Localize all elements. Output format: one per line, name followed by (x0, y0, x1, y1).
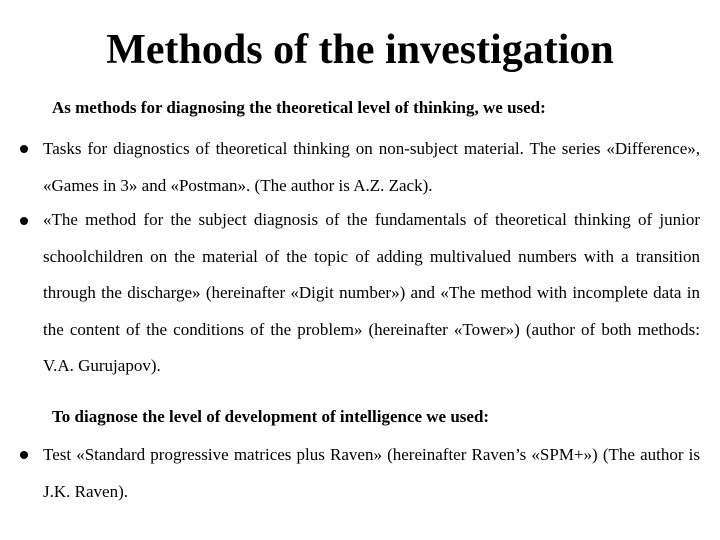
bullet-icon (20, 145, 28, 153)
bullet-icon (20, 217, 28, 225)
list-item-raven-test: Test «Standard progressive matrices plus Raven» (hereinafter Raven’s «SPM+») (The author is J.K. Raven). (43, 445, 700, 501)
intro-intelligence-methods: To diagnose the level of development of intelligence we used: (52, 407, 490, 426)
page-title: Methods of the investigation (106, 27, 614, 73)
list-item-tasks-diagnostics: Tasks for diagnostics of theoretical thinking on non-subject material. The series «Difference», «Games in 3» and «Postman». (The author is A.Z. Zack). (43, 139, 700, 195)
list-item-subject-diagnosis-method: «The method for the subject diagnosis of the fundamentals of theoretical thinking of junior schoolchildren on the material of the topic of adding multivalued numbers with a transition through the discharge» (hereinafter «Digit number») and «The method with incomplete data in the content of the conditions of the problem» (hereinafter «Tower») (author of both methods: V.A. Gurujapov). (43, 210, 700, 375)
bullet-icon (20, 451, 28, 459)
intro-thinking-methods: As methods for diagnosing the theoretical level of thinking, we used: (52, 98, 546, 117)
